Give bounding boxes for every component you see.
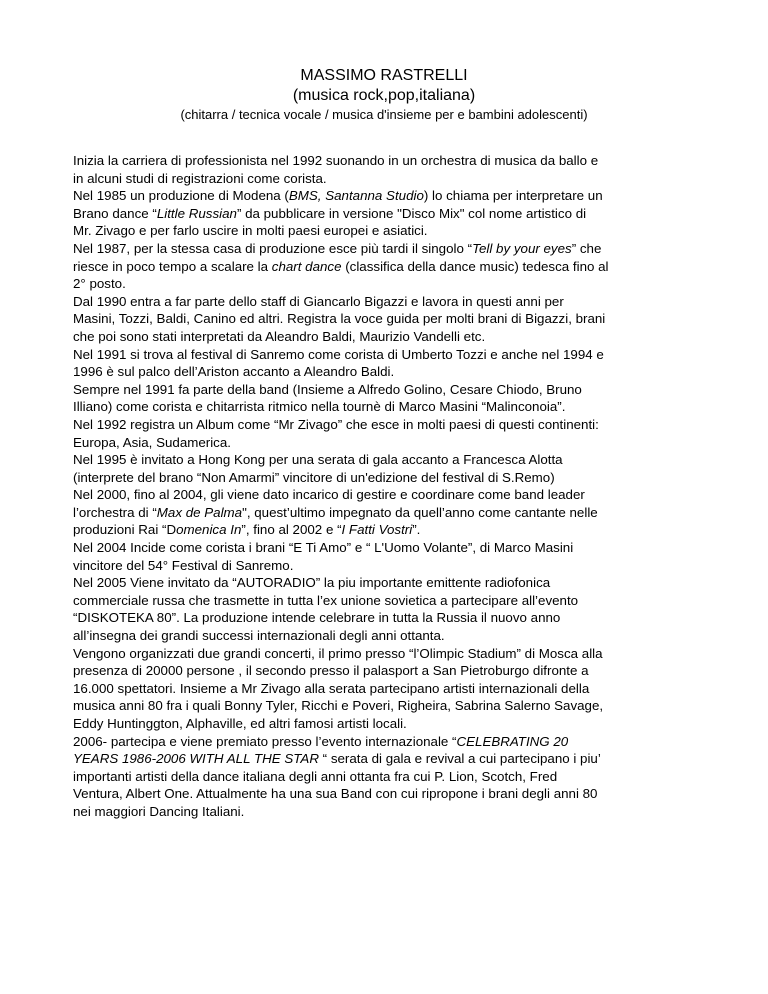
text-line bbox=[73, 381, 713, 399]
text-line bbox=[73, 416, 713, 434]
text-line bbox=[73, 715, 713, 733]
text-segment: Nel 1991 si trova al festival di Sanremo come corista di Umberto Tozzi e anche nel 1994 e bbox=[73, 346, 604, 362]
text-line bbox=[73, 469, 713, 487]
text-line bbox=[73, 521, 713, 539]
text-segment: 2006- partecipa e viene premiato presso l’evento internazionale “ bbox=[73, 733, 457, 749]
text-segment: Ventura, Albert One. Attualmente ha una sua Band con cui ripropone i brani degli anni 80 bbox=[73, 786, 598, 802]
text-segment: che poi sono stati interpretati da Aleandro Baldi, Maurizio Vandelli etc. bbox=[73, 328, 486, 344]
text-segment: riesce in poco tempo a scalare la bbox=[73, 258, 272, 274]
text-segment: Nel 2000, fino al 2004, gli viene dato incarico di gestire e coordinare come band leader bbox=[73, 487, 585, 503]
text-segment: Nel 2004 Incide come corista i brani “E Ti Amo” e “ L'Uomo Volante”, di Marco Masini bbox=[73, 540, 574, 556]
text-segment: “DISKOTEKA 80”. La produzione intende celebrare in tutta la Russia il nuovo anno bbox=[73, 610, 561, 626]
text-segment: Nel 1987, per la stessa casa di produzione esce più tardi il singolo “ bbox=[73, 240, 473, 256]
italic-text: CELEBRATING 20 bbox=[456, 733, 569, 749]
text-segment: Dal 1990 entra a far parte dello staff di Giancarlo Bigazzi e lavora in questi anni per bbox=[73, 293, 564, 309]
italic-text: Little Russian bbox=[156, 205, 237, 221]
text-line bbox=[73, 697, 713, 715]
text-segment: (classifica della dance music) tedesca fino al bbox=[341, 258, 609, 274]
text-segment: vincitore del 54° Festival di Sanremo. bbox=[73, 557, 294, 573]
text-line bbox=[73, 504, 713, 522]
text-segment: Nel 1995 è invitato a Hong Kong per una serata di gala accanto a Francesca Alotta bbox=[73, 452, 563, 468]
italic-text: chart dance bbox=[271, 258, 342, 274]
text-segment: “ serata di gala e revival a cui partecipano i piu’ bbox=[318, 751, 601, 767]
text-segment: Mr. Zivago e per farlo uscire in molti paesi europei e asiatici. bbox=[73, 223, 428, 239]
text-segment: (interprete del brano “Non Amarmi” vincitore di un'edizione del festival di S.Remo) bbox=[73, 469, 555, 485]
text-segment: ) lo chiama per interpretare un bbox=[423, 188, 603, 204]
document-subtitle: (musica rock,pop,italiana) bbox=[292, 87, 476, 104]
text-line bbox=[73, 557, 713, 575]
text-line bbox=[73, 346, 713, 364]
italic-text: I Fatti Vostri bbox=[341, 522, 413, 538]
text-line bbox=[73, 170, 713, 188]
text-line bbox=[73, 205, 713, 223]
text-segment: musica anni 80 fra i quali Bonny Tyler, Ricchi e Poveri, Righeira, Sabrina Salerno Savage, bbox=[73, 698, 604, 714]
text-segment: 16.000 spettatori. Insieme a Mr Zivago alla serata partecipano artisti internazionali della bbox=[73, 680, 590, 696]
text-segment: Eddy Huntinggton, Alphaville, ed altri famosi artisti locali. bbox=[73, 716, 407, 731]
text-segment: Nel 2005 Viene invitato da “AUTORADIO” la piu importante emittente radiofonica bbox=[73, 575, 551, 591]
text-segment: ” che bbox=[571, 240, 602, 256]
document-tagline: (chitarra / tecnica vocale / musica d'insieme per e bambini adolescenti) bbox=[180, 107, 588, 122]
text-segment: ” da pubblicare in versione "Disco Mix" col nome artistico di bbox=[236, 205, 587, 221]
text-segment: presenza di 20000 persone , il secondo presso il palasport a San Pietroburgo difronte a bbox=[73, 663, 589, 679]
text-line bbox=[73, 592, 713, 610]
text-segment: Europa, Asia, Sudamerica. bbox=[73, 434, 231, 450]
italic-text: omenica In bbox=[176, 522, 242, 538]
text-line bbox=[73, 609, 713, 627]
text-line bbox=[73, 627, 713, 645]
text-line bbox=[73, 645, 713, 663]
text-segment: ”, fino al 2002 e “ bbox=[241, 522, 342, 538]
text-segment: in alcuni studi di registrazioni come corista. bbox=[73, 170, 327, 186]
text-segment: nei maggiori Dancing Italiani. bbox=[73, 803, 245, 819]
text-segment: Brano dance “ bbox=[73, 205, 157, 221]
text-line bbox=[73, 680, 713, 698]
text-line bbox=[73, 240, 713, 258]
text-line bbox=[73, 733, 713, 751]
text-line bbox=[73, 451, 713, 469]
text-line bbox=[73, 434, 713, 452]
text-segment: ", quest’ultimo impegnato da quell’anno come cantante nelle bbox=[242, 504, 598, 520]
text-line bbox=[73, 293, 713, 311]
biography-text bbox=[73, 152, 713, 821]
text-line bbox=[73, 803, 713, 821]
text-segment: Nel 1985 un produzione di Modena ( bbox=[73, 188, 289, 204]
italic-text: BMS, Santanna Studio bbox=[288, 188, 424, 204]
italic-text: YEARS 1986-2006 WITH ALL THE STAR bbox=[73, 751, 319, 767]
text-segment: all’insegna dei grandi successi internazionali degli anni ottanta. bbox=[73, 628, 445, 644]
text-segment: l’orchestra di “ bbox=[73, 504, 157, 520]
text-segment: Nel 1992 registra un Album come “Mr Zivago” che esce in molti paesi di questi continenti: bbox=[73, 416, 599, 432]
text-segment: ”. bbox=[412, 522, 421, 538]
text-segment: 1996 è sul palco dell’Ariston accanto a Aleandro Baldi. bbox=[73, 364, 395, 380]
text-segment: produzioni Rai “D bbox=[73, 522, 177, 538]
text-line bbox=[73, 574, 713, 592]
text-line bbox=[73, 222, 713, 240]
text-line bbox=[73, 275, 713, 293]
text-line bbox=[73, 258, 713, 276]
text-line bbox=[73, 328, 713, 346]
text-segment: Illiano) come corista e chitarrista ritmico nella tournè di Marco Masini “Malinconoia”. bbox=[73, 399, 566, 415]
text-segment: Vengono organizzati due grandi concerti, il primo presso “l’Olimpic Stadium” di Mosca alla bbox=[73, 645, 603, 661]
text-line bbox=[73, 398, 713, 416]
text-line bbox=[73, 363, 713, 381]
text-line bbox=[73, 750, 713, 768]
text-line bbox=[73, 152, 713, 170]
text-segment: Sempre nel 1991 fa parte della band (Insieme a Alfredo Golino, Cesare Chiodo, Bruno bbox=[73, 381, 582, 397]
text-segment: Inizia la carriera di professionista nel 1992 suonando in un orchestra di musica da ballo e bbox=[73, 153, 599, 168]
text-line bbox=[73, 310, 713, 328]
text-line bbox=[73, 768, 713, 786]
text-line bbox=[73, 187, 713, 205]
italic-text: Tell by your eyes bbox=[472, 240, 572, 256]
text-line bbox=[73, 539, 713, 557]
text-segment: 2° posto. bbox=[73, 276, 126, 292]
text-segment: commerciale russa che trasmette in tutta l’ex unione sovietica a partecipare all’evento bbox=[73, 592, 579, 608]
text-line bbox=[73, 486, 713, 504]
text-line bbox=[73, 662, 713, 680]
text-segment: importanti artisti della dance italiana degli anni ottanta fra cui P. Lion, Scotch, Fred bbox=[73, 768, 558, 784]
text-segment: Masini, Tozzi, Baldi, Canino ed altri. Registra la voce guida per molti brani di Bigazzi, brani bbox=[73, 311, 606, 327]
text-line bbox=[73, 785, 713, 803]
italic-text: Max de Palma bbox=[156, 504, 243, 520]
document-title: MASSIMO RASTRELLI bbox=[300, 67, 468, 84]
